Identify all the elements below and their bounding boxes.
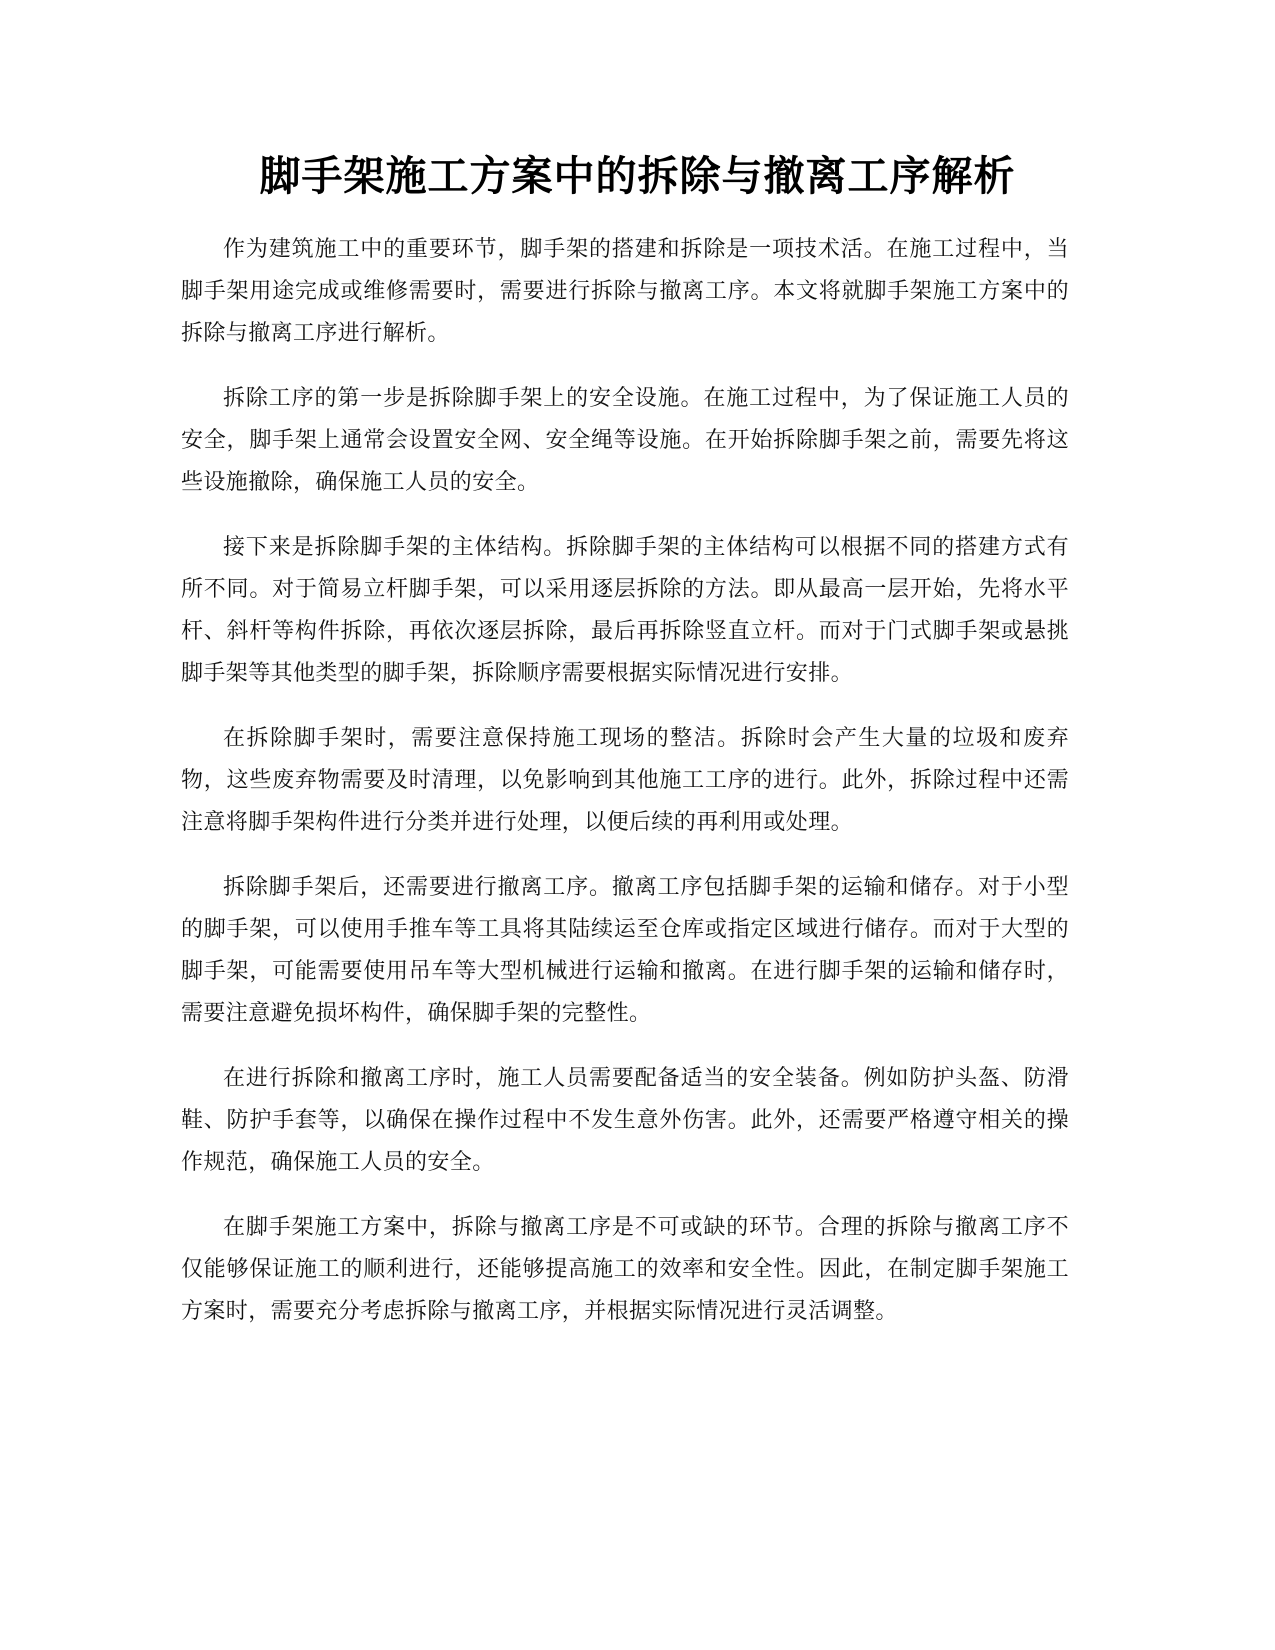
document-title: 脚手架施工方案中的拆除与撤离工序解析 — [259, 152, 1016, 200]
paragraph-site-cleanliness: 在拆除脚手架时，需要注意保持施工现场的整洁。拆除时会产生大量的垃圾和废弃物，这些废弃物需要及时清理，以免影响到其他施工工序的进行。此外，拆除过程中还需注意将脚手架构件进行分类并进行处理，以便后续的再利用或处理。 — [181, 726, 1069, 835]
paragraph-safety-facilities: 拆除工序的第一步是拆除脚手架上的安全设施。在施工过程中，为了保证施工人员的安全，脚手架上通常会设置安全网、安全绳等设施。在开始拆除脚手架之前，需要先将这些设施撤除，确保施工人员的安全。 — [181, 386, 1069, 495]
paragraph-safety-equipment: 在进行拆除和撤离工序时，施工人员需要配备适当的安全装备。例如防护头盔、防滑鞋、防护手套等，以确保在操作过程中不发生意外伤害。此外，还需要严格遵守相关的操作规范，确保施工人员的安全。 — [181, 1066, 1069, 1175]
document-body — [181, 229, 1069, 1356]
paragraph-main-structure: 接下来是拆除脚手架的主体结构。拆除脚手架的主体结构可以根据不同的搭建方式有所不同。对于简易立杆脚手架，可以采用逐层拆除的方法。即从最高一层开始，先将水平杆、斜杆等构件拆除，再依次逐层拆除，最后再拆除竖直立杆。而对于门式脚手架或悬挑脚手架等其他类型的脚手架，拆除顺序需要根据实际情况进行安排。 — [181, 535, 1069, 686]
paragraph-conclusion: 在脚手架施工方案中，拆除与撤离工序是不可或缺的环节。合理的拆除与撤离工序不仅能够保证施工的顺利进行，还能够提高施工的效率和安全性。因此，在制定脚手架施工方案时，需要充分考虑拆除与撤离工序，并根据实际情况进行灵活调整。 — [181, 1215, 1069, 1324]
paragraph-evacuation: 拆除脚手架后，还需要进行撤离工序。撤离工序包括脚手架的运输和储存。对于小型的脚手架，可以使用手推车等工具将其陆续运至仓库或指定区域进行储存。而对于大型的脚手架，可能需要使用吊车等大型机械进行运输和撤离。在进行脚手架的运输和储存时，需要注意避免损坏构件，确保脚手架的完整性。 — [181, 875, 1069, 1026]
paragraph-intro: 作为建筑施工中的重要环节，脚手架的搭建和拆除是一项技术活。在施工过程中，当脚手架用途完成或维修需要时，需要进行拆除与撤离工序。本文将就脚手架施工方案中的拆除与撤离工序进行解析。 — [181, 237, 1069, 346]
